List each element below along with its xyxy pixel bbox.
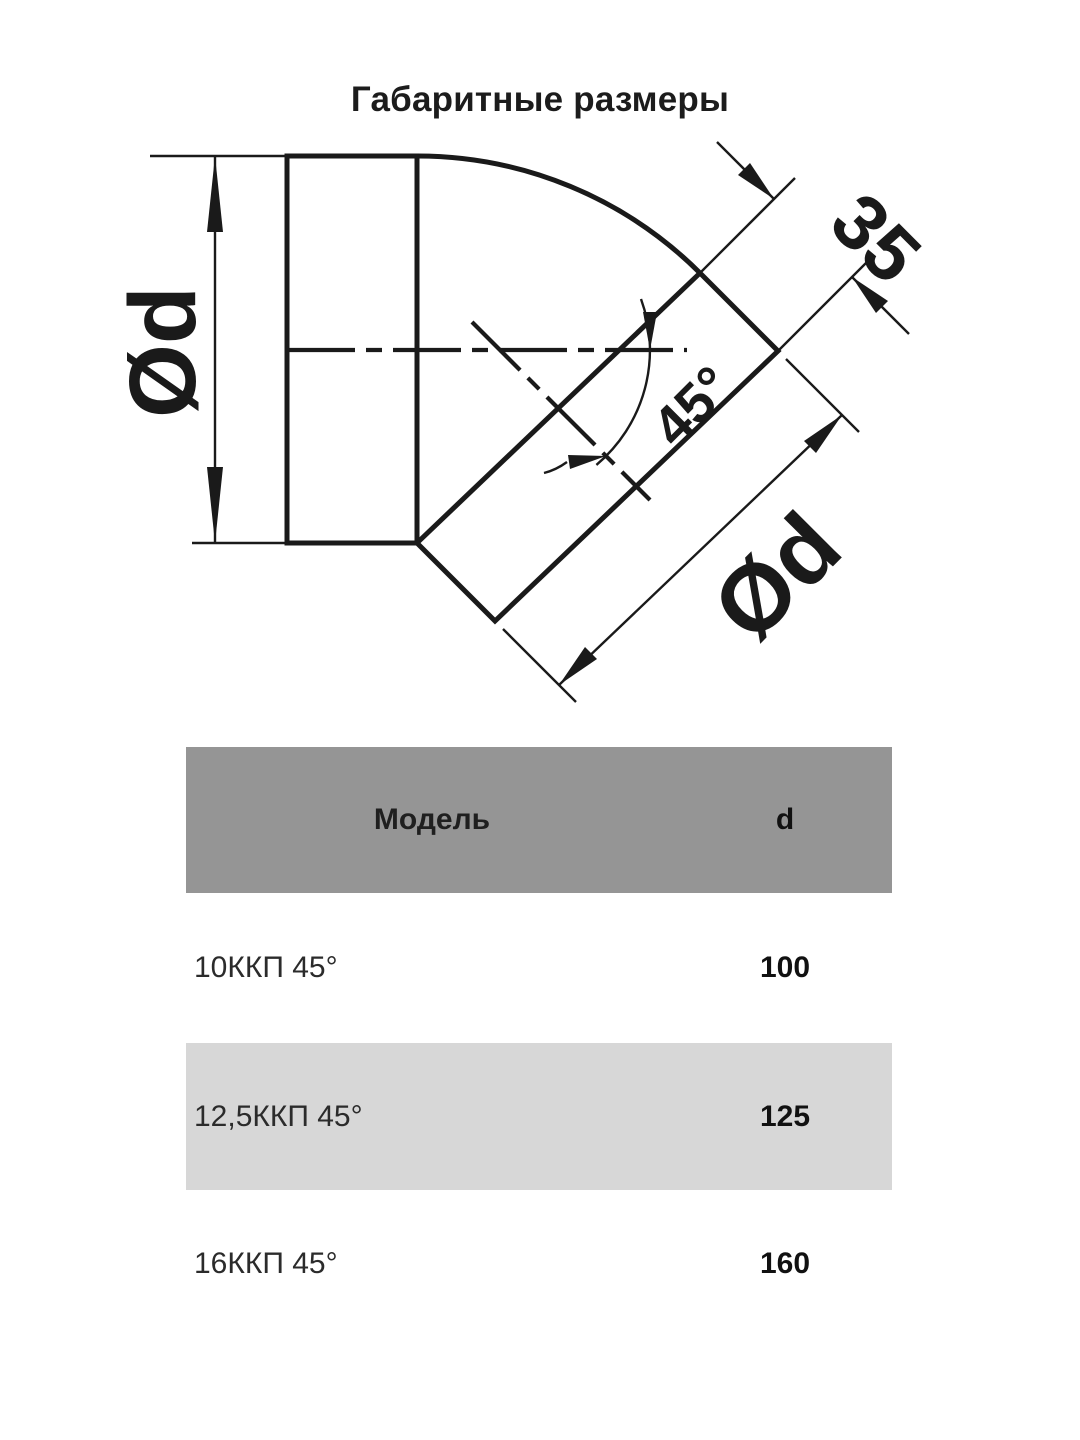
model-name: 10ККП 45°	[194, 951, 338, 984]
table-row	[186, 893, 892, 1043]
spec-table	[186, 747, 892, 1337]
header-d: d	[775, 803, 795, 836]
d-value: 100	[759, 951, 811, 984]
d-value: 125	[759, 1099, 811, 1133]
spec-table-header	[186, 747, 892, 893]
model-name: 12,5ККП 45°	[194, 1099, 363, 1133]
header-model: Модель	[373, 803, 491, 836]
arrowhead-angle-top-icon	[643, 312, 657, 350]
page-title: Габаритные размеры	[350, 80, 730, 119]
dim-label-angle: 45°	[639, 353, 745, 459]
ext-line-35-first	[672, 178, 795, 301]
table-row	[186, 1043, 892, 1190]
d-value: 160	[759, 1246, 811, 1280]
ext-line-outlet-outer	[786, 359, 859, 432]
table-row	[186, 1190, 892, 1337]
dim-label-diameter-outlet: Ød	[692, 492, 862, 662]
angle-arc-tail	[544, 462, 567, 473]
ext-line-outlet-inner	[503, 629, 576, 702]
model-name: 16ККП 45°	[194, 1246, 338, 1280]
angle-arc	[596, 299, 650, 465]
dim-label-diameter-left: Ød	[110, 286, 216, 418]
arrowhead-down-icon	[207, 467, 223, 543]
dim-label-35: 35	[814, 176, 938, 300]
arrowhead-up-icon	[207, 156, 223, 232]
